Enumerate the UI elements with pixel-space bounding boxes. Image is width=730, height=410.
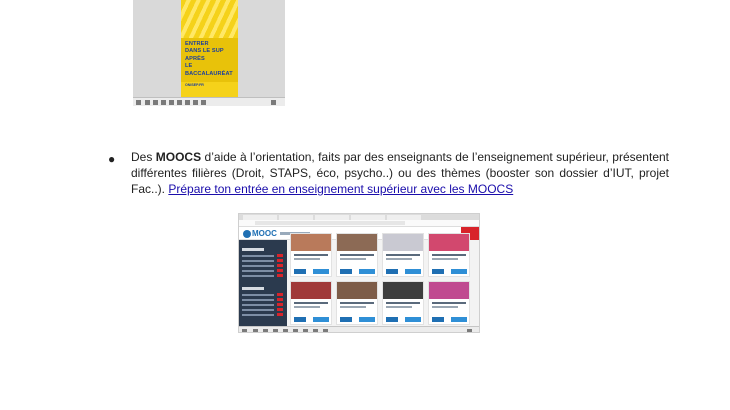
card-button xyxy=(359,317,375,322)
card-button xyxy=(451,317,467,322)
card-button xyxy=(405,317,421,322)
sidebar-item xyxy=(242,294,274,296)
sidebar-heading xyxy=(242,287,264,290)
brochure-line-1: ENTRER xyxy=(185,41,209,47)
taskbar-app-icon xyxy=(293,329,298,333)
taskbar-app-icon xyxy=(153,100,158,105)
card-button xyxy=(451,269,467,274)
brochure-line-2: DANS LE SUP xyxy=(185,48,224,55)
mooc-card xyxy=(428,233,470,277)
card-image xyxy=(337,234,377,251)
card-image xyxy=(383,234,423,251)
mooc-card xyxy=(336,281,378,325)
taskbar-app-icon xyxy=(169,100,174,105)
card-title xyxy=(340,302,374,304)
card-title xyxy=(432,254,466,256)
bullet-marker: ● xyxy=(108,152,116,166)
sidebar-badge xyxy=(277,303,283,306)
taskbar-app-icon xyxy=(263,329,268,333)
card-image xyxy=(429,234,469,251)
brochure-stripes xyxy=(181,0,238,40)
mooc-card xyxy=(290,281,332,325)
taskbar xyxy=(239,326,480,333)
card-subtitle xyxy=(294,258,320,260)
card-image xyxy=(291,282,331,299)
mooc-card xyxy=(290,233,332,277)
sidebar-badge xyxy=(277,259,283,262)
card-button xyxy=(359,269,375,274)
card-subtitle xyxy=(340,306,366,308)
start-icon xyxy=(136,100,141,105)
taskbar-app-icon xyxy=(283,329,288,333)
card-subtitle xyxy=(386,258,412,260)
mooc-card xyxy=(382,281,424,325)
card-image xyxy=(429,282,469,299)
mooc-link[interactable]: Prépare ton entrée en enseignement supérieur avec les MOOCS xyxy=(168,182,514,196)
taskbar-app-icon xyxy=(253,329,258,333)
taskbar-app-icon xyxy=(201,100,206,105)
sidebar-badge xyxy=(277,269,283,272)
taskbar-app-icon xyxy=(161,100,166,105)
card-button xyxy=(313,317,329,322)
taskbar-app-icon xyxy=(145,100,150,105)
card-button xyxy=(432,269,444,274)
mooc-paragraph xyxy=(131,149,669,197)
card-subtitle xyxy=(432,306,458,308)
paragraph-text-before: Des xyxy=(131,150,156,164)
brochure-title-band xyxy=(181,38,238,82)
brochure-line-4: LE BACCALAURÉAT xyxy=(185,63,233,77)
mooc-card xyxy=(336,233,378,277)
mooc-screenshot xyxy=(238,213,480,333)
mooc-card-grid xyxy=(290,233,474,326)
paragraph-text-after: d’aide à l’orientation, faits par des enseignants de l’enseignement supérieur, présentent différentes filières (Droit, STAPS, éco, psycho..) ou des thèmes (booster son dossier d’IUT, projet Fac..). xyxy=(131,150,669,196)
card-title xyxy=(432,302,466,304)
filter-sidebar xyxy=(239,240,287,326)
brochure-screenshot xyxy=(133,0,285,106)
taskbar-app-icon xyxy=(185,100,190,105)
card-button xyxy=(313,269,329,274)
card-button xyxy=(432,317,444,322)
sidebar-item xyxy=(242,255,274,257)
tray-icon xyxy=(271,100,276,105)
card-button xyxy=(294,269,306,274)
sidebar-item xyxy=(242,299,274,301)
sidebar-item xyxy=(242,260,274,262)
card-title xyxy=(386,254,420,256)
sidebar-item xyxy=(242,265,274,267)
card-button xyxy=(340,317,352,322)
sidebar-badge xyxy=(277,293,283,296)
card-title xyxy=(340,254,374,256)
card-button xyxy=(294,317,306,322)
card-image xyxy=(383,282,423,299)
card-subtitle xyxy=(294,306,320,308)
tray-icon xyxy=(467,329,472,333)
sidebar-item xyxy=(242,314,274,316)
sidebar-item xyxy=(242,304,274,306)
sidebar-badge xyxy=(277,313,283,316)
card-title xyxy=(386,302,420,304)
site-logo: MOOC xyxy=(252,229,277,238)
sidebar-item xyxy=(242,275,274,277)
taskbar-app-icon xyxy=(193,100,198,105)
brochure-site: ONISEP.FR xyxy=(185,83,204,87)
card-subtitle xyxy=(340,258,366,260)
card-image xyxy=(337,282,377,299)
url-field xyxy=(255,221,405,225)
sidebar-item xyxy=(242,270,274,272)
logo-icon xyxy=(243,230,251,238)
taskbar xyxy=(133,97,285,106)
taskbar-app-icon xyxy=(177,100,182,105)
taskbar-app-icon xyxy=(273,329,278,333)
taskbar-app-icon xyxy=(303,329,308,333)
taskbar-app-icon xyxy=(323,329,328,333)
taskbar-app-icon xyxy=(313,329,318,333)
card-button xyxy=(386,269,398,274)
mooc-card xyxy=(428,281,470,325)
sidebar-badge xyxy=(277,254,283,257)
address-bar xyxy=(239,220,480,227)
sidebar-badge xyxy=(277,264,283,267)
card-title xyxy=(294,254,328,256)
sidebar-badge xyxy=(277,298,283,301)
card-image xyxy=(291,234,331,251)
sidebar-heading xyxy=(242,248,264,251)
sidebar-badge xyxy=(277,308,283,311)
card-button xyxy=(386,317,398,322)
card-button xyxy=(405,269,421,274)
start-icon xyxy=(242,329,247,333)
sidebar-item xyxy=(242,309,274,311)
card-subtitle xyxy=(432,258,458,260)
mooc-card xyxy=(382,233,424,277)
card-title xyxy=(294,302,328,304)
bold-term: MOOCS xyxy=(155,150,202,164)
card-subtitle xyxy=(386,306,412,308)
card-button xyxy=(340,269,352,274)
brochure-cover xyxy=(181,0,238,97)
sidebar-badge xyxy=(277,274,283,277)
brochure-line-3: APRÈS xyxy=(185,55,205,62)
